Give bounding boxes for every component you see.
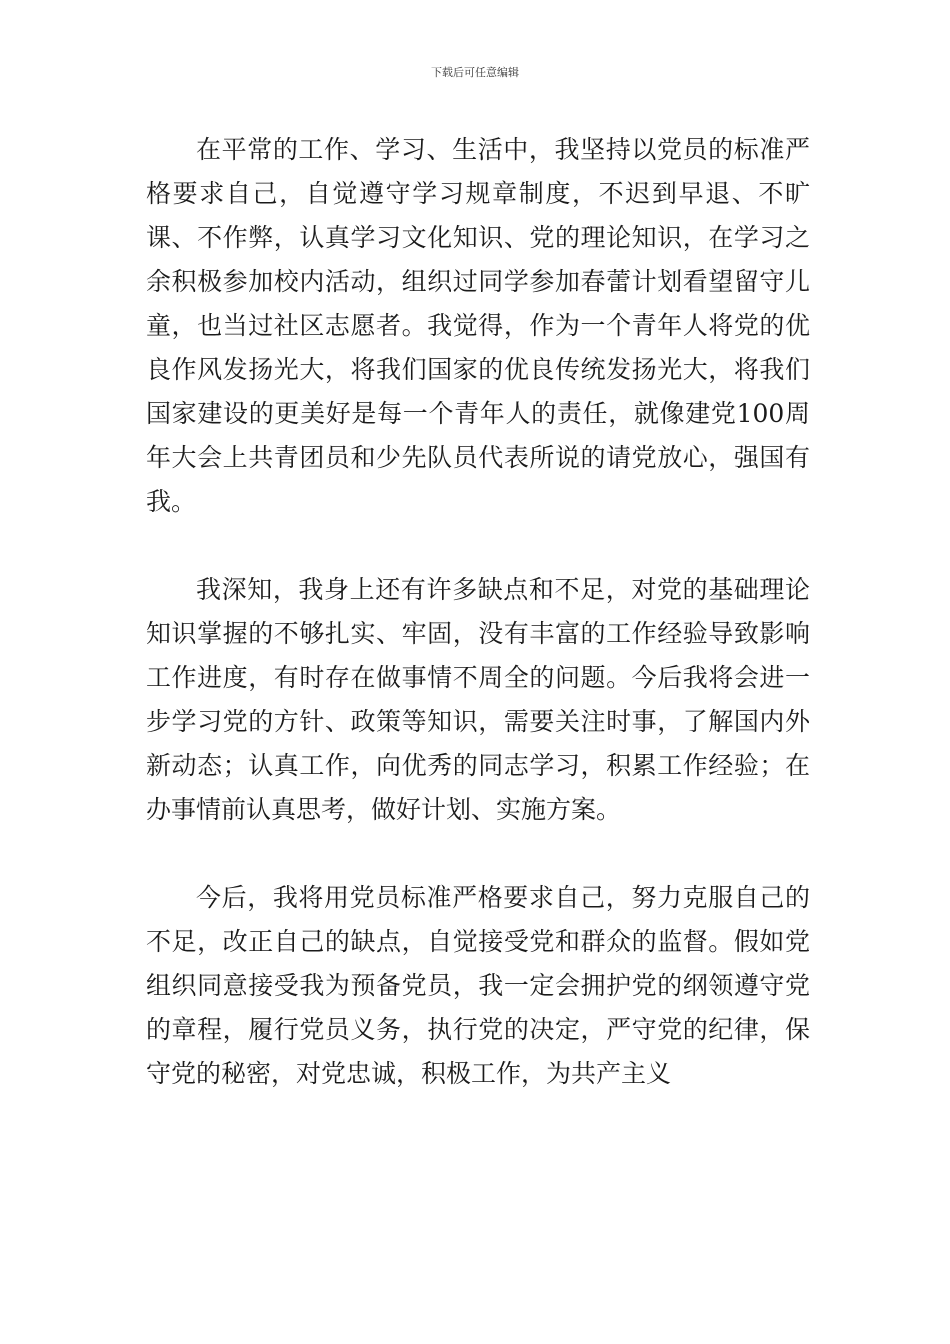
- paragraph-3: 今后，我将用党员标准严格要求自己，努力克服自己的不足，改正自己的缺点，自觉接受党和群众的监督。假如党组织同意接受我为预备党员，我一定会拥护党的纲领遵守党的章程，履行党员义务，执行党的决定，严守党的纪律，保守党的秘密，对党忠诚，积极工作，为共产主义: [146, 883, 810, 1088]
- paragraph-1: 在平常的工作、学习、生活中，我坚持以党员的标准严格要求自己，自觉遵守学习规章制度，不迟到早退、不旷课、不作弊，认真学习文化知识、党的理论知识，在学习之余积极参加校内活动，组织过同学参加春蕾计划看望留守儿童，也当过社区志愿者。我觉得，作为一个青年人将党的优良作风发扬光大，将我们国家的优良传统发扬光大，将我们国家建设的更美好是每一个青年人的责任，就像建党100周年大会上共青团员和少先队员代表所说的请党放心，强国有我。: [146, 135, 810, 516]
- paragraph-2: 我深知，我身上还有许多缺点和不足，对党的基础理论知识掌握的不够扎实、牢固，没有丰富的工作经验导致影响工作进度，有时存在做事情不周全的问题。今后我将会进一步学习党的方针、政策等知识，需要关注时事，了解国内外新动态；认真工作，向优秀的同志学习，积累工作经验；在办事情前认真思考，做好计划、实施方案。: [146, 575, 810, 824]
- page-header: 下载后可任意编辑: [431, 66, 519, 79]
- document-body: [146, 128, 810, 1096]
